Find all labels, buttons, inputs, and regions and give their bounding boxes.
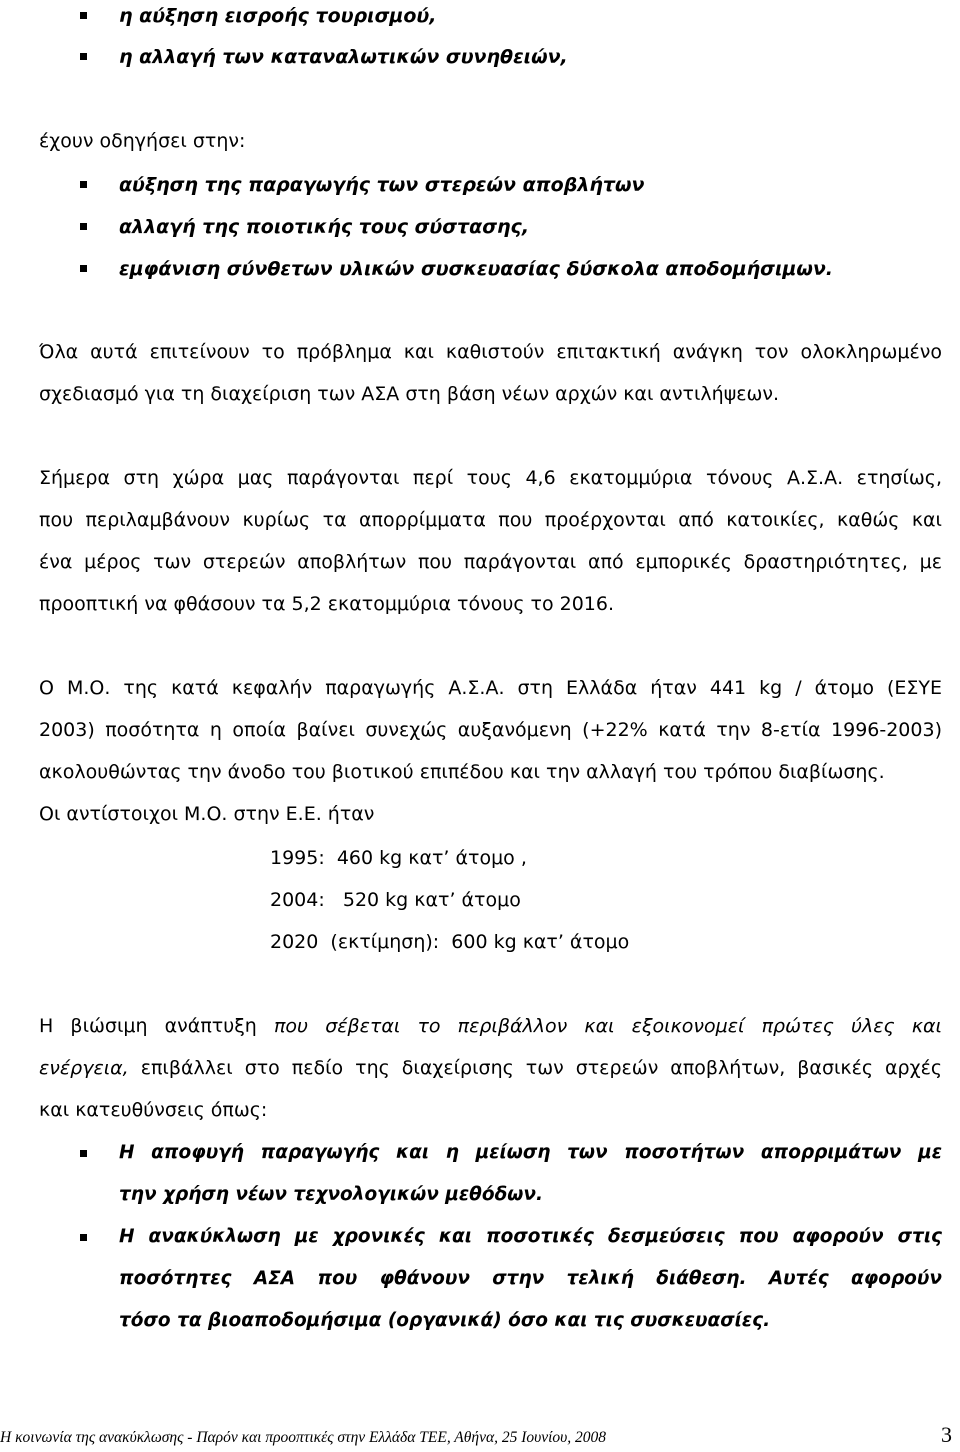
principle-line: τόσο τα βιοαποδομήσιμα (οργανικά) όσο και τις συσκευασίες. — [119, 1310, 771, 1331]
lead-in-text: έχουν οδηγήσει στην: — [39, 130, 246, 152]
paragraph-line: ακολουθώντας την άνοδο του βιοτικού επιπέδου και την αλλαγή του τρόπου διαβίωσης. — [39, 761, 885, 783]
bullet-square-icon — [80, 1150, 87, 1157]
paragraph-line: Όλα αυτά επιτείνουν το πρόβλημα και καθιστούν επιτακτική ανάγκη τον ολοκληρωμένο — [39, 341, 942, 363]
plain-text: επιβάλλει στο πεδίο της διαχείρισης των στερεών αποβλήτων, βασικές αρχές — [128, 1057, 942, 1079]
paragraph-line: προοπτική να φθάσουν τα 5,2 εκατομμύρια τόνους το 2016. — [39, 593, 615, 615]
page-number: 3 — [941, 1422, 952, 1447]
paragraph-line: και κατευθύνσεις όπως: — [39, 1099, 268, 1121]
paragraph-line — [39, 1012, 942, 1040]
bullet-square-icon — [80, 265, 87, 272]
bullet-square-icon — [80, 12, 87, 19]
list-item: η αύξηση εισροής τουρισμού, — [119, 5, 437, 27]
page-footer: Η κοινωνία της ανακύκλωσης - Παρόν και προοπτικές στην Ελλάδα ΤΕΕ, Αθήνα, 25 Ιουνίου, 2008 — [0, 1429, 607, 1446]
italic-text: που σέβεται το περιβάλλον και εξοικονομεί πρώτες ύλες και — [273, 1015, 942, 1037]
paragraph-line: Ο Μ.Ο. της κατά κεφαλήν παραγωγής Α.Σ.Α. στη Ελλάδα ήταν 441 kg / άτομο (ΕΣΥΕ — [39, 677, 942, 699]
list-item: η αλλαγή των καταναλωτικών συνηθειών, — [119, 46, 568, 68]
list-item: αλλαγή της ποιοτικής τους σύστασης, — [119, 216, 530, 238]
list-item: εμφάνιση σύνθετων υλικών συσκευασίας δύσκολα αποδομήσιμων. — [119, 258, 834, 280]
paragraph-line: Οι αντίστοιχοι Μ.Ο. στην Ε.Ε. ήταν — [39, 803, 375, 825]
principle-line: την χρήση νέων τεχνολογικών μεθόδων. — [119, 1184, 543, 1205]
paragraph-line: Σήμερα στη χώρα μας παράγονται περί τους 4,6 εκατομμύρια τόνους Α.Σ.Α. ετησίως, — [39, 467, 942, 489]
plain-text: Η βιώσιμη ανάπτυξη — [39, 1015, 274, 1037]
stat-line: 2020 (εκτίμηση): 600 kg κατ’ άτομο — [270, 931, 630, 953]
paragraph-line: σχεδιασμό για τη διαχείριση των ΑΣΑ στη βάση νέων αρχών και αντιλήψεων. — [39, 383, 780, 405]
bullet-square-icon — [80, 1234, 87, 1241]
bullet-square-icon — [80, 223, 87, 230]
stat-line: 1995: 460 kg κατ’ άτομο , — [270, 847, 527, 869]
list-item: αύξηση της παραγωγής των στερεών αποβλήτων — [119, 174, 645, 196]
paragraph-line: που περιλαμβάνουν κυρίως τα απορρίμματα που προέρχονται από κατοικίες, καθώς και — [39, 509, 942, 531]
principle-line: ποσότητες ΑΣΑ που φθάνουν στην τελική διάθεση. Αυτές αφορούν — [119, 1268, 942, 1289]
bullet-square-icon — [80, 181, 87, 188]
bullet-square-icon — [80, 53, 87, 60]
paragraph-line: 2003) ποσότητα η οποία βαίνει συνεχώς αυξανόμενη (+22% κατά την 8-ετία 1996-2003) — [39, 719, 942, 741]
italic-text: ενέργεια, — [39, 1057, 129, 1079]
paragraph-line: ένα μέρος των στερεών αποβλήτων που παράγονται από εμπορικές δραστηριότητες, με — [39, 551, 942, 573]
principle-line: Η ανακύκλωση με χρονικές και ποσοτικές δεσμεύσεις που αφορούν στις — [119, 1226, 942, 1247]
stat-line: 2004: 520 kg κατ’ άτομο — [270, 889, 521, 911]
paragraph-line — [39, 1054, 942, 1082]
principle-line: Η αποφυγή παραγωγής και η μείωση των ποσοτήτων απορριμάτων με — [119, 1142, 942, 1163]
